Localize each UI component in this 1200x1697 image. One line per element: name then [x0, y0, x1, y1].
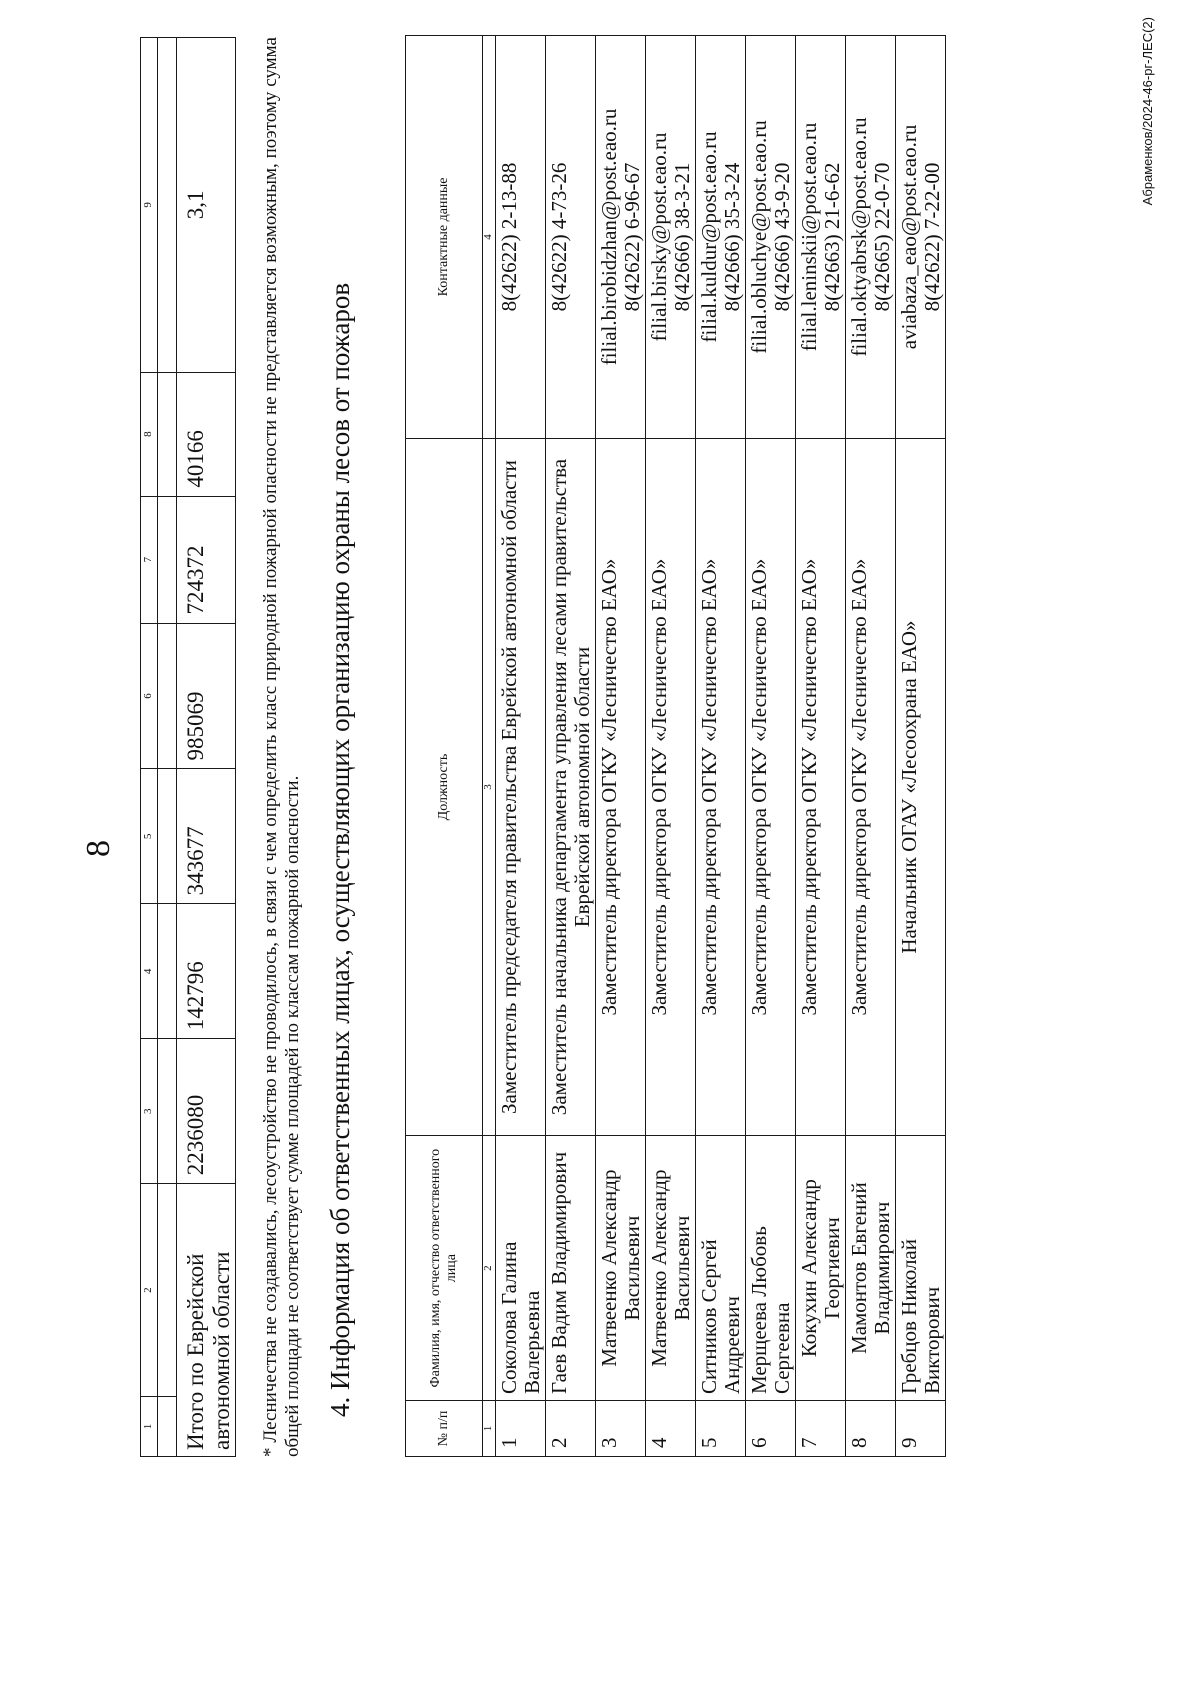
table-row — [896, 36, 946, 1457]
contact-email: filial.obluchye@post.eao.ru — [747, 120, 771, 354]
total-value: 724372 — [177, 496, 236, 623]
person-position: Заместитель директора ОГКУ «Лесничество ЕАО» — [696, 438, 746, 1135]
table2-header-row — [406, 36, 483, 1457]
person-name: Кокухин Александр Георгиевич — [796, 1136, 846, 1401]
table-row — [696, 36, 746, 1457]
total-value: 2236080 — [177, 1039, 236, 1184]
page-number: 8 — [80, 840, 117, 857]
col-number: 2 — [483, 1136, 496, 1401]
contact-email: filial.oktyabrsk@post.eao.ru — [847, 117, 871, 357]
empty-cell — [158, 1039, 177, 1184]
person-position: Заместитель председателя правительства Еврейской автономной области — [496, 438, 546, 1135]
person-position: Заместитель директора ОГКУ «Лесничество ЕАО» — [846, 438, 896, 1135]
col-number: 8 — [141, 372, 158, 496]
contact-phone: 8(42666) 43-9-20 — [770, 162, 794, 312]
col-number: 1 — [483, 1401, 496, 1457]
header-name: Фамилия, имя, отчество ответственного лица — [406, 1136, 483, 1401]
col-number: 4 — [141, 904, 158, 1039]
contact-email: filial.birobidzhan@post.eao.ru — [597, 108, 621, 366]
responsible-persons-table — [405, 35, 946, 1457]
row-number: 8 — [846, 1401, 896, 1457]
person-contacts — [496, 36, 546, 439]
person-name: Гребцов Николай Викторович — [896, 1136, 946, 1401]
table1-column-numbers — [141, 38, 158, 1457]
person-name: Соколова Галина Валерьевна — [496, 1136, 546, 1401]
person-contacts — [896, 36, 946, 439]
total-value: 985069 — [177, 623, 236, 769]
contact-phone: 8(42622) 7-22-00 — [920, 162, 944, 312]
table-row — [746, 36, 796, 1457]
person-contacts — [746, 36, 796, 439]
person-position: Заместитель директора ОГКУ «Лесничество ЕАО» — [796, 438, 846, 1135]
contact-email: aviabaza_eao@post.eao.ru — [897, 124, 921, 350]
total-value: 343677 — [177, 769, 236, 904]
header-contacts: Контактные данные — [406, 36, 483, 439]
person-contacts — [596, 36, 646, 439]
table-row — [546, 36, 596, 1457]
col-number: 7 — [141, 496, 158, 623]
footnote: * Лесничества не создавались, лесоустройство не проводилось, в связи с чем определить класс природной пожарной опасности не представляется возможным, поэтому сумма общей площади не соответствует сумме площадей по классам пожарной опасности. — [260, 37, 303, 1457]
col-number: 6 — [141, 623, 158, 769]
footer-code: Абраменков/2024-46-рг-ЛЕС(2) — [1140, 17, 1155, 206]
person-position: Заместитель директора ОГКУ «Лесничество ЕАО» — [746, 438, 796, 1135]
row-number: 1 — [496, 1401, 546, 1457]
empty-cell — [158, 1184, 177, 1397]
col-number: 3 — [141, 1039, 158, 1184]
row-number: 6 — [746, 1401, 796, 1457]
empty-cell — [158, 38, 177, 373]
table-row — [496, 36, 546, 1457]
person-position: Заместитель директора ОГКУ «Лесничество ЕАО» — [646, 438, 696, 1135]
col-number: 3 — [483, 438, 496, 1135]
contact-email: filial.birsky@post.eao.ru — [647, 132, 671, 342]
contact-phone: 8(42663) 21-6-62 — [820, 162, 844, 312]
table-row — [796, 36, 846, 1457]
total-value: 40166 — [177, 372, 236, 496]
contact-line: 8(42622) 2-13-88 — [497, 162, 521, 312]
total-label: Итого по Еврейской автономной области — [177, 1184, 236, 1457]
row-number: 5 — [696, 1401, 746, 1457]
contact-phone: 8(42666) 38-3-21 — [670, 162, 694, 312]
row-number: 9 — [896, 1401, 946, 1457]
person-contacts — [696, 36, 746, 439]
person-contacts — [546, 36, 596, 439]
table2-column-numbers — [483, 36, 496, 1457]
person-name: Гаев Вадим Владимирович — [546, 1136, 596, 1401]
person-name: Ситников Сергей Андреевич — [696, 1136, 746, 1401]
person-position: Начальник ОГАУ «Лесоохрана ЕАО» — [896, 438, 946, 1135]
person-position: Заместитель начальника департамента управления лесами правительства Еврейской автономной области — [546, 438, 596, 1135]
contact-phone: 8(42665) 22-0-70 — [870, 162, 894, 312]
col-number: 1 — [141, 1397, 158, 1457]
forest-area-table — [140, 37, 236, 1457]
person-name: Мамонтов Евгений Владимирович — [846, 1136, 896, 1401]
empty-cell — [158, 623, 177, 769]
row-number: 2 — [546, 1401, 596, 1457]
col-number: 2 — [141, 1184, 158, 1397]
contact-email: filial.leninskii@post.eao.ru — [797, 122, 821, 352]
row-number: 7 — [796, 1401, 846, 1457]
contact-email: filial.kuldur@post.eao.ru — [697, 131, 721, 343]
empty-cell — [158, 372, 177, 496]
table-row — [846, 36, 896, 1457]
section-title: 4. Информация об ответственных лицах, осуществляющих организацию охраны лесов от пожаров — [325, 282, 355, 1417]
person-position: Заместитель директора ОГКУ «Лесничество ЕАО» — [596, 438, 646, 1135]
col-number: 5 — [141, 769, 158, 904]
contact-phone: 8(42666) 35-3-24 — [720, 162, 744, 312]
table-row — [596, 36, 646, 1457]
person-name: Матвеенко Александр Васильевич — [646, 1136, 696, 1401]
table-row — [646, 36, 696, 1457]
col-number: 9 — [141, 38, 158, 373]
row-number: 3 — [596, 1401, 646, 1457]
contact-line: 8(42622) 4-73-26 — [547, 162, 571, 312]
table1-spacer-row — [158, 38, 177, 1457]
header-number: № п/п — [406, 1401, 483, 1457]
row-number: 4 — [646, 1401, 696, 1457]
person-contacts — [796, 36, 846, 439]
total-row — [177, 38, 236, 1457]
total-value: 142796 — [177, 904, 236, 1039]
empty-cell — [158, 904, 177, 1039]
person-name: Мерщеева Любовь Сергеевна — [746, 1136, 796, 1401]
person-contacts — [646, 36, 696, 439]
person-name: Матвеенко Александр Васильевич — [596, 1136, 646, 1401]
total-value: 3,1 — [177, 38, 236, 373]
empty-cell — [158, 769, 177, 904]
person-contacts — [846, 36, 896, 439]
header-position: Должность — [406, 438, 483, 1135]
contact-phone: 8(42622) 6-96-67 — [620, 162, 644, 312]
empty-cell — [158, 1397, 177, 1457]
col-number: 4 — [483, 36, 496, 439]
empty-cell — [158, 496, 177, 623]
